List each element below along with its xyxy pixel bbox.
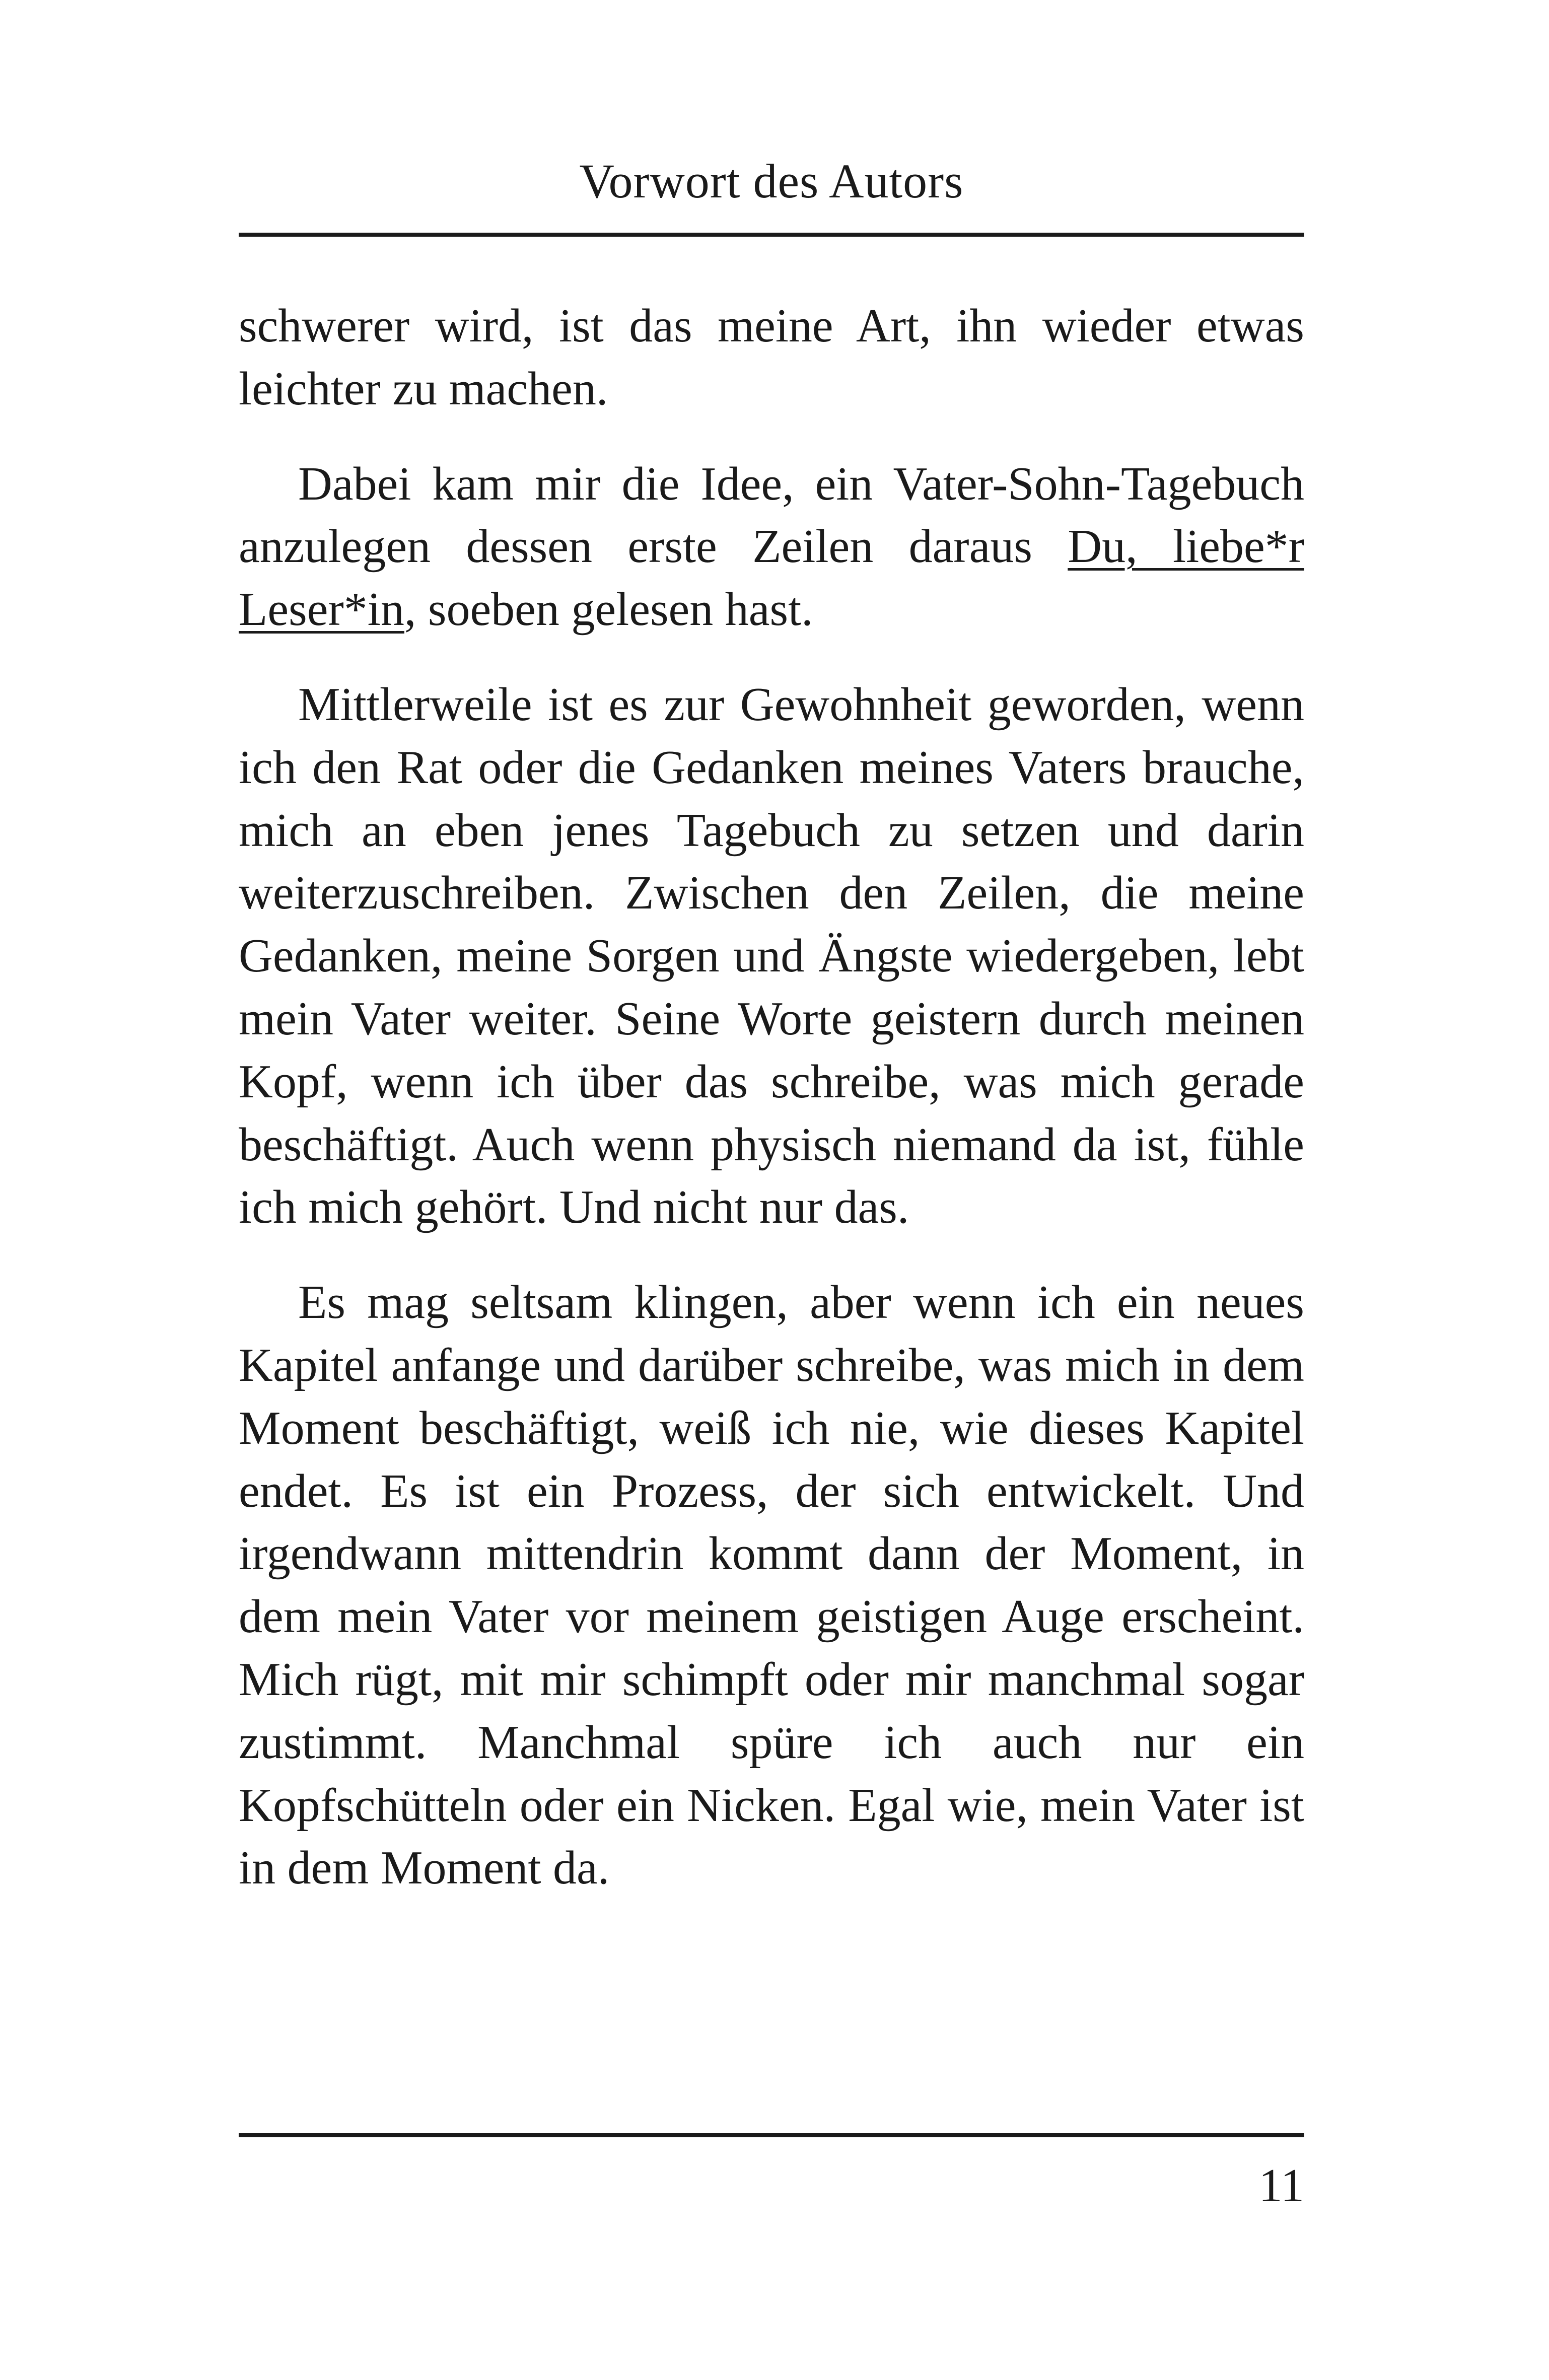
page-number: 11 — [1258, 2159, 1304, 2212]
paragraph-2-text-after: , soeben gelesen hast. — [404, 583, 813, 636]
paragraph-3: Mittlerweile ist es zur Gewohnheit geworden, wenn ich den Rat oder die Gedanken meines Vaters brauche, mich an eben jenes Tagebuch zu setzen und darin weiterzuschreiben. Zwischen den Zeilen, die meine Gedanken, meine Sorgen und Ängste wiedergeben, lebt mein Vater weiter. Seine Worte geistern durch meinen Kopf, wenn ich über das schreibe, was mich gerade beschäftigt. Auch wenn physisch niemand da ist, fühle ich mich gehört. Und nicht nur das. — [239, 678, 1304, 1234]
body-text — [239, 295, 1304, 1932]
header-rule — [239, 233, 1304, 237]
paragraph-1: schwerer wird, ist das meine Art, ihn wieder etwas leichter zu machen. — [239, 300, 1304, 415]
paragraph-2 — [239, 453, 1304, 641]
reader-address-underlined: Du, liebe*r Leser*in — [239, 520, 1304, 636]
paragraph-4: Es mag seltsam klingen, aber wenn ich ein neues Kapitel anfange und darüber schreibe, was mich in dem Moment beschäftigt, weiß ich nie, wie dieses Kapitel endet. Es ist ein Prozess, der sich entwickelt. Und irgendwann mittendrin kommt dann der Moment, in dem mein Vater vor meinem geistigen Auge erscheint. Mich rügt, mit mir schimpft oder mir manchmal sogar zustimmt. Manchmal spüre ich auch nur ein Kopfschütteln oder ein Nicken. Egal wie, mein Vater ist in dem Moment da. — [239, 1276, 1304, 1895]
running-header: Vorwort des Autors — [579, 154, 964, 208]
footer-rule — [239, 2133, 1304, 2137]
paragraph-2-text-before: Dabei kam mir die Idee, ein Vater-Sohn-Tagebuch anzulegen dessen erste Zeilen daraus — [239, 457, 1304, 573]
